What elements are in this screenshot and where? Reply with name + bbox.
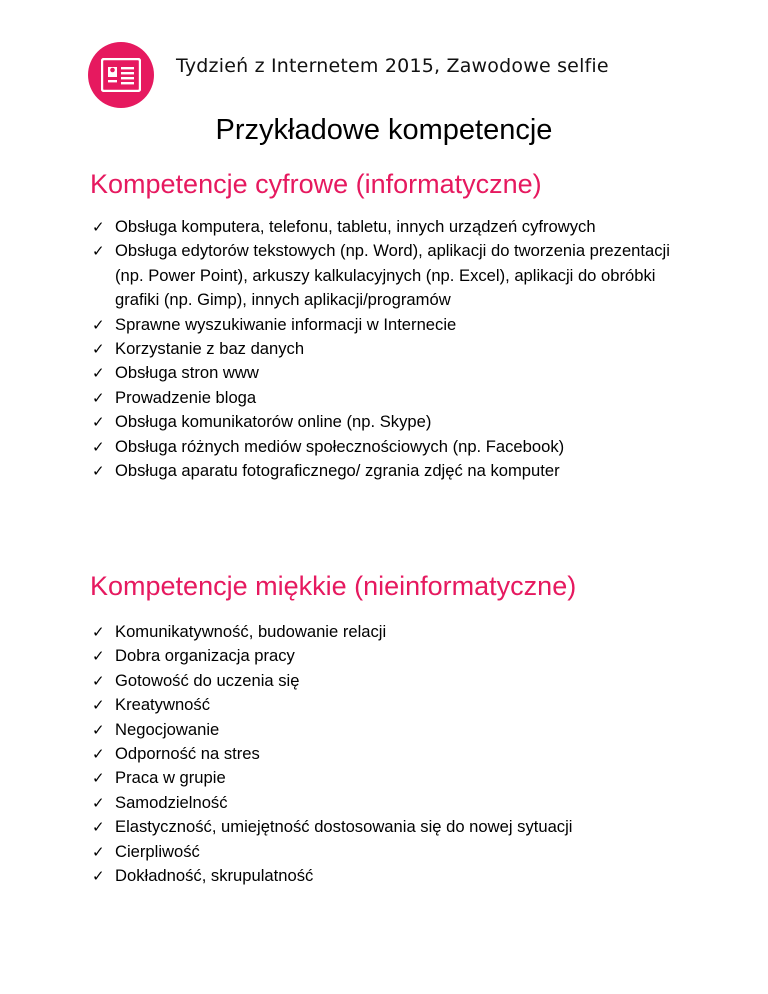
list-item — [92, 864, 692, 888]
list-item — [92, 718, 692, 742]
header-text: Tydzień z Internetem 2015, Zawodowe selfie — [176, 55, 609, 77]
list-item — [92, 693, 692, 717]
list-item-text: Prowadzenie bloga — [115, 387, 257, 407]
soft-list — [92, 620, 692, 888]
list-item-text: Kreatywność — [115, 695, 210, 715]
checkmark-icon: ✓ — [92, 437, 105, 456]
list-item — [92, 669, 692, 693]
id-card-icon — [101, 58, 141, 92]
checkmark-icon: ✓ — [92, 315, 105, 334]
list-item — [92, 361, 692, 385]
list-item-text: Obsługa stron www — [115, 363, 259, 383]
checkmark-icon: ✓ — [92, 242, 105, 261]
list-item — [92, 239, 692, 312]
list-item — [92, 435, 692, 459]
logo — [88, 42, 154, 108]
checkmark-icon: ✓ — [92, 647, 105, 666]
list-item-text: Dobra organizacja pracy — [115, 646, 295, 666]
checkmark-icon: ✓ — [92, 842, 105, 861]
list-item — [92, 644, 692, 668]
list-item-text: Dokładność, skrupulatność — [115, 866, 314, 886]
list-item-text: Korzystanie z baz danych — [115, 339, 305, 359]
list-item — [92, 215, 692, 239]
list-item-text: Odporność na stres — [115, 744, 260, 764]
list-item-text: Obsługa aparatu fotograficznego/ zgrania zdjęć na komputer — [115, 461, 560, 481]
page-title: Przykładowe kompetencje — [215, 114, 553, 146]
list-item-text: Obsługa edytorów tekstowych (np. Word), aplikacji do tworzenia prezentacji (np. Power Point), arkuszy kalkulacyjnych (np. Excel), aplikacji do obróbki grafiki (np. Gimp), innych aplikacji/programów — [115, 241, 670, 310]
checkmark-icon: ✓ — [92, 769, 105, 788]
list-item-text: Negocjowanie — [115, 719, 220, 739]
list-item-text: Gotowość do uczenia się — [115, 670, 300, 690]
soft-heading: Kompetencje miękkie (nieinformatyczne) — [90, 571, 577, 601]
list-item — [92, 620, 692, 644]
checkmark-icon: ✓ — [92, 867, 105, 886]
checkmark-icon: ✓ — [92, 623, 105, 641]
checkmark-icon: ✓ — [92, 462, 105, 481]
checkmark-icon: ✓ — [92, 720, 105, 739]
list-item — [92, 386, 692, 410]
list-item — [92, 815, 692, 839]
checkmark-icon: ✓ — [92, 388, 105, 407]
checkmark-icon: ✓ — [92, 364, 105, 383]
checkmark-icon: ✓ — [92, 793, 105, 812]
list-item — [92, 791, 692, 815]
checkmark-icon: ✓ — [92, 745, 105, 764]
list-item — [92, 313, 692, 337]
list-item-text: Obsługa komunikatorów online (np. Skype) — [115, 412, 432, 432]
list-item-text: Praca w grupie — [115, 768, 226, 788]
list-item-text: Sprawne wyszukiwanie informacji w Internecie — [115, 314, 457, 334]
list-item-text: Cierpliwość — [115, 841, 200, 861]
checkmark-icon: ✓ — [92, 696, 105, 715]
list-item — [92, 459, 692, 483]
list-item-text: Samodzielność — [115, 792, 228, 812]
digital-heading: Kompetencje cyfrowe (informatyczne) — [90, 169, 542, 199]
checkmark-icon: ✓ — [92, 818, 105, 837]
list-item-text: Obsługa komputera, telefonu, tabletu, innych urządzeń cyfrowych — [115, 217, 596, 236]
list-item — [92, 410, 692, 434]
list-item-text: Obsługa różnych mediów społecznościowych (np. Facebook) — [115, 436, 565, 456]
list-item — [92, 337, 692, 361]
list-item — [92, 766, 692, 790]
checkmark-icon: ✓ — [92, 671, 105, 690]
list-item — [92, 840, 692, 864]
checkmark-icon: ✓ — [92, 218, 105, 236]
checkmark-icon: ✓ — [92, 413, 105, 432]
list-item-text: Komunikatywność, budowanie relacji — [115, 622, 387, 641]
list-item — [92, 742, 692, 766]
checkmark-icon: ✓ — [92, 340, 105, 359]
digital-list — [92, 215, 692, 483]
list-item-text: Elastyczność, umiejętność dostosowania się do nowej sytuacji — [115, 817, 573, 837]
